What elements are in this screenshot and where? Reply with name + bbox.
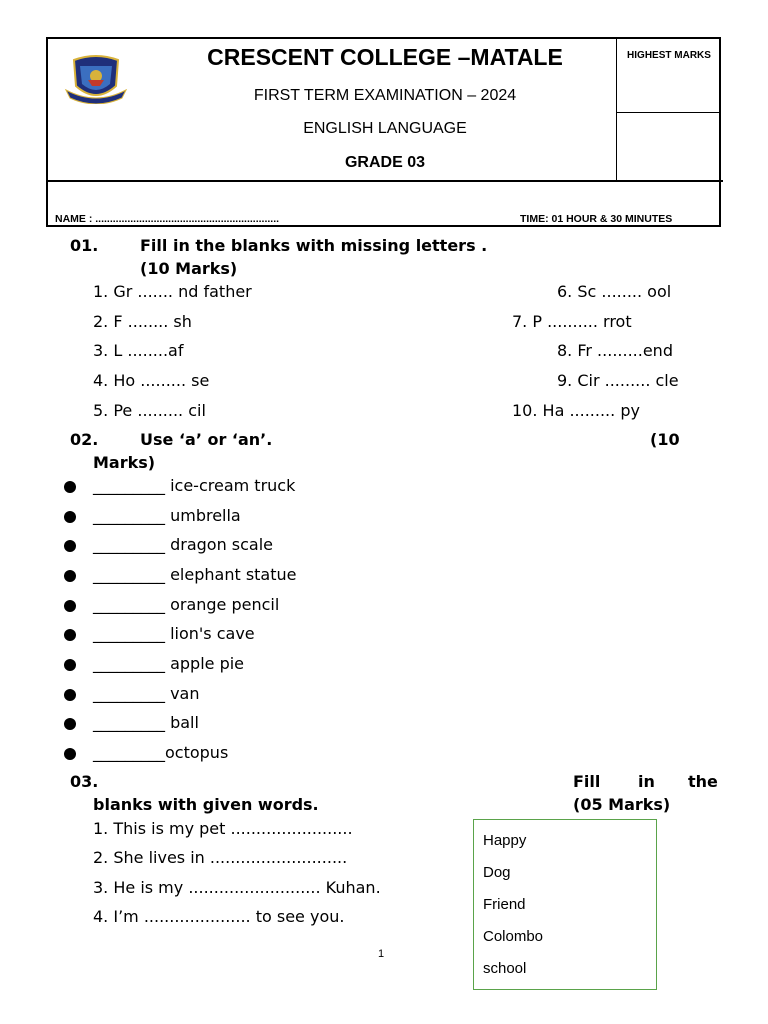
word-bank-item: Dog <box>483 864 511 881</box>
q2-item-4: _________ elephant statue <box>93 565 297 584</box>
q2-marks-part2: Marks) <box>93 453 156 472</box>
subject-title: ENGLISH LANGUAGE <box>303 120 467 137</box>
school-crest-logo <box>64 52 128 104</box>
header-separator <box>48 180 723 182</box>
q1-number: 01. <box>70 236 99 255</box>
q1-instruction: Fill in the blanks with missing letters . <box>140 236 488 255</box>
bullet-icon <box>64 600 76 612</box>
q2-item-9: _________ ball <box>93 713 199 732</box>
q1-item-10: 10. Ha ......... py <box>512 401 640 420</box>
q1-item-5: 5. Pe ......... cil <box>93 401 206 420</box>
word-bank-item: Happy <box>483 832 527 849</box>
highest-marks-label: HIGHEST MARKS <box>627 50 711 61</box>
word-bank-item: Friend <box>483 896 526 913</box>
q1-item-4: 4. Ho ......... se <box>93 371 210 390</box>
exam-title: FIRST TERM EXAMINATION – 2024 <box>253 87 517 104</box>
bullet-icon <box>64 540 76 552</box>
word-bank-item: school <box>483 960 527 977</box>
bullet-icon <box>64 689 76 701</box>
q3-instruction: blanks with given words. <box>93 795 319 814</box>
q1-item-6: 6. Sc ........ ool <box>557 282 672 301</box>
bullet-icon <box>64 481 76 493</box>
q3-item-1: 1. This is my pet ........................ <box>93 819 353 838</box>
time-field: TIME: 01 HOUR & 30 MINUTES <box>520 213 673 225</box>
bullet-icon <box>64 659 76 671</box>
q3-heading-fill: Fill <box>573 772 601 791</box>
bullet-icon <box>64 629 76 641</box>
q3-heading-in: in <box>638 772 655 791</box>
q2-item-5: _________ orange pencil <box>93 595 280 614</box>
bullet-icon <box>64 718 76 730</box>
bullet-icon <box>64 511 76 523</box>
q3-item-2: 2. She lives in ........................... <box>93 848 348 867</box>
q2-item-3: _________ dragon scale <box>93 535 274 554</box>
word-bank-item: Colombo <box>483 928 544 945</box>
q1-marks: (10 Marks) <box>140 259 238 278</box>
q3-heading-the: the <box>688 772 718 791</box>
q2-item-1: _________ ice-cream truck <box>93 476 296 495</box>
q1-item-2: 2. F ........ sh <box>93 312 192 331</box>
q2-item-2: _________ umbrella <box>93 506 241 525</box>
q2-item-7: _________ apple pie <box>93 654 245 673</box>
q3-number: 03. <box>70 772 99 791</box>
q1-item-9: 9. Cir ......... cle <box>557 371 679 390</box>
q2-number: 02. <box>70 430 99 449</box>
school-name: CRESCENT COLLEGE –MATALE <box>207 44 563 70</box>
q2-marks-part1: (10 <box>650 430 680 449</box>
name-field: NAME : ............................................................... <box>55 213 280 225</box>
q2-item-6: _________ lion's cave <box>93 624 255 643</box>
bullet-icon <box>64 748 76 760</box>
q1-item-1: 1. Gr ....... nd father <box>93 282 252 301</box>
q2-item-10: _________octopus <box>93 743 229 762</box>
grade-title: GRADE 03 <box>344 154 426 171</box>
page-number: 1 <box>378 948 385 960</box>
bullet-icon <box>64 570 76 582</box>
q1-item-3: 3. L ........af <box>93 341 184 360</box>
q2-instruction: Use ‘a’ or ‘an’. <box>140 430 273 449</box>
q3-item-3: 3. He is my .......................... Kuhan. <box>93 878 381 897</box>
marks-box-divider <box>616 112 721 113</box>
q2-item-8: _________ van <box>93 684 200 703</box>
q3-item-4: 4. I’m ..................... to see you. <box>93 907 345 926</box>
q1-item-8: 8. Fr .........end <box>557 341 673 360</box>
q1-item-7: 7. P .......... rrot <box>512 312 632 331</box>
q3-marks: (05 Marks) <box>573 795 671 814</box>
